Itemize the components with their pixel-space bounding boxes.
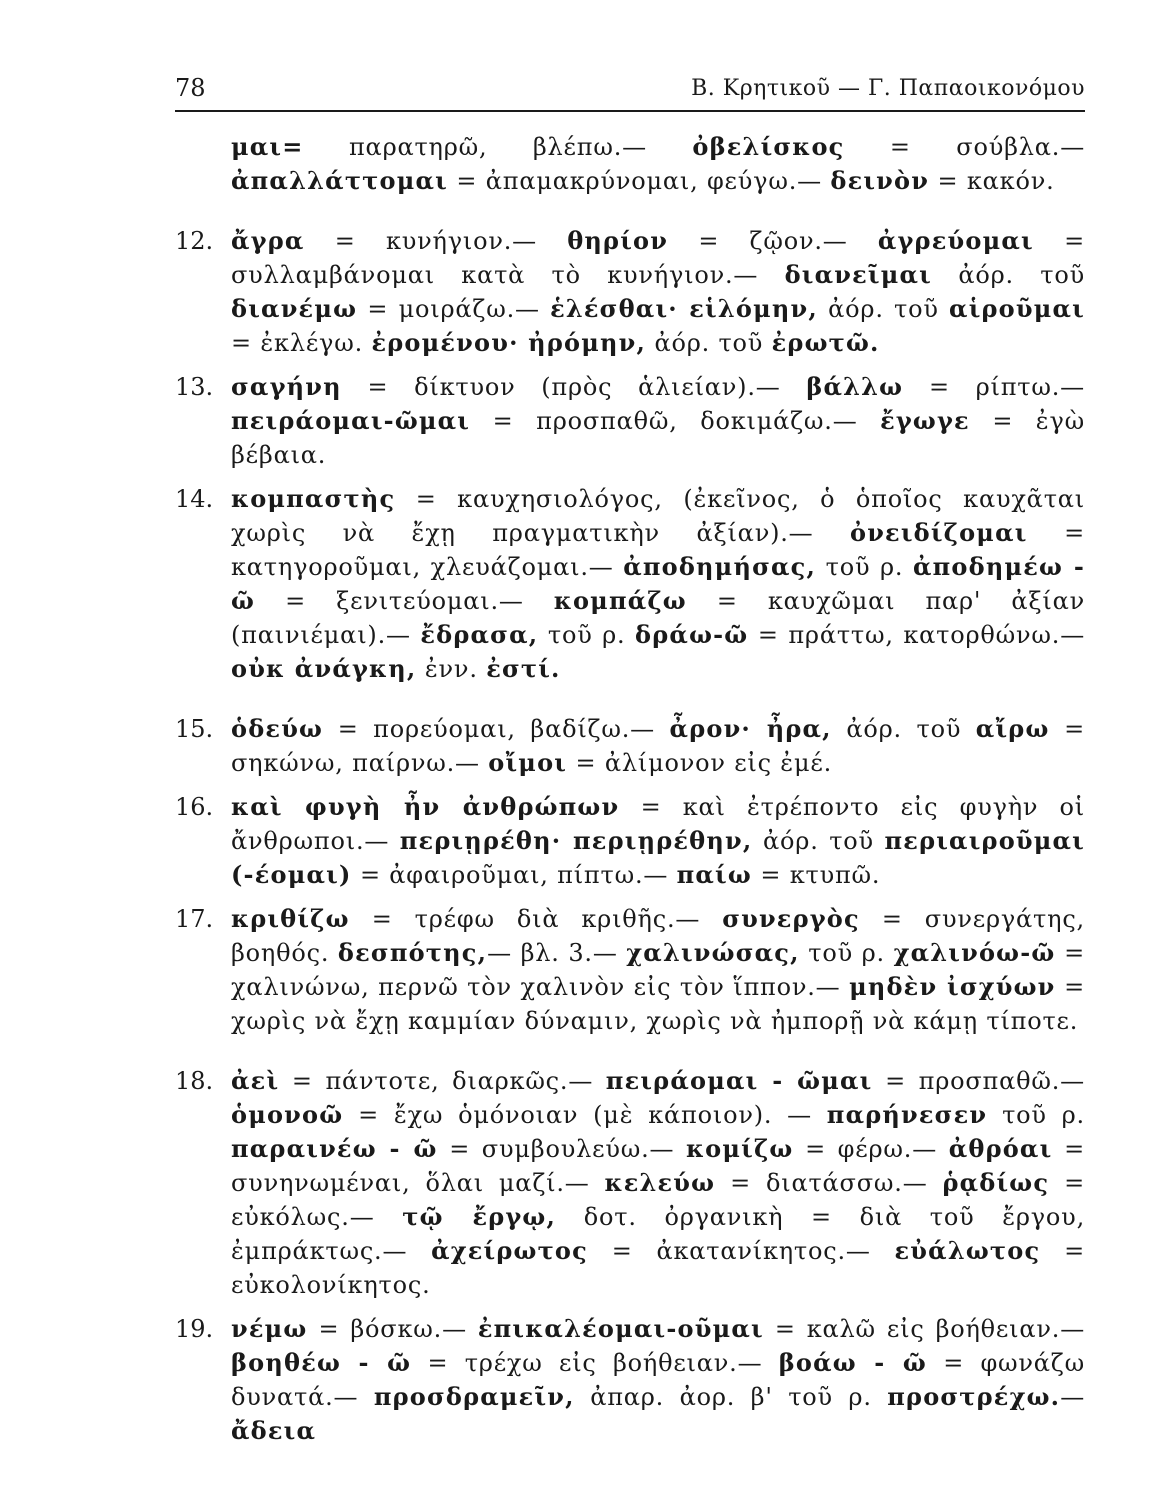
headword: κριθίζω [231, 904, 350, 933]
definition-text: τοῦ ρ. [799, 939, 894, 967]
glossary-entry [175, 712, 1085, 780]
running-title: Β. Κρητικοῦ — Γ. Παπαοικονόμου [691, 76, 1085, 101]
glossary-entry [175, 130, 1085, 198]
definition-text: = καλῶ εἰς βοήθειαν.— [763, 1315, 1086, 1343]
entry-text [231, 905, 1085, 1035]
headword: ἀγρεύομαι [877, 226, 1034, 255]
definition-text: = ρίπτω.— [903, 373, 1085, 401]
definition-text: = κατηγοροῦμαι, χλευάζομαι.— [231, 519, 1085, 581]
headword: ὁμονοῶ [231, 1100, 344, 1129]
entry-number: 12. [175, 227, 214, 255]
definition-text: ἀόρ. τοῦ [831, 715, 976, 743]
headword: συνεργὸς [722, 904, 860, 933]
headword: πειράομαι-ῶμαι [231, 406, 471, 435]
definition-text: = ζῷον.— [668, 227, 878, 255]
headword: ἔδρασα, [420, 620, 539, 649]
definition-text: ἐνν. [416, 655, 487, 683]
definition-text: τοῦ ρ. [538, 621, 636, 649]
headword: εὐάλωτος [894, 1236, 1041, 1265]
entry-text [231, 793, 1085, 889]
definition-text: = σηκώνω, παίρνω.— [231, 715, 1085, 777]
definition-text: ἀόρ. τοῦ [646, 329, 772, 357]
headword: βοηθέω - ῶ [231, 1348, 412, 1377]
headword: νέμω [231, 1314, 308, 1343]
definition-text: — βλ. 3.— [487, 939, 627, 967]
entry-number: 19. [175, 1315, 214, 1343]
definition-text: ἀόρ. τοῦ [931, 261, 1085, 289]
headword: παρήνεσεν [826, 1100, 988, 1129]
headword: ἀεὶ [231, 1066, 280, 1095]
definition-text: = φέρω.— [793, 1135, 949, 1163]
headword: κελεύω [604, 1168, 716, 1197]
entry-number: 18. [175, 1067, 214, 1095]
entry-number: 16. [175, 793, 214, 821]
definition-text: = καυχῶμαι παρ' ἀξίαν (παινιέμαι).— [231, 587, 1086, 649]
definition-text: = προσπαθῶ.— [872, 1067, 1085, 1095]
definition-text: = ξενιτεύομαι.— [255, 587, 554, 615]
definition-text: = ἔχω ὁμόνοιαν (μὲ κάποιον). — [343, 1101, 827, 1129]
entry-text [231, 373, 1085, 469]
definition-text: = μοιράζω.— [357, 295, 551, 323]
headword: παίω [676, 860, 752, 889]
entry-number: 15. [175, 715, 214, 743]
headword: περιῃρέθη· περιῃρέθην, [399, 826, 753, 855]
headword: διανέμω [231, 294, 358, 323]
headword: σαγήνη [231, 372, 342, 401]
headword: ὀβελίσκος [692, 132, 845, 161]
headword: ἑλέσθαι· εἱλόμην, [550, 294, 818, 323]
headword: δράω-ῶ [635, 620, 749, 649]
headword: περιαιροῦμαι (-έομαι) [231, 826, 1085, 889]
glossary-entry [175, 370, 1085, 472]
definition-text: = καυχησιολόγος, (ἐκεῖνος, ὁ ὁποῖος καυχᾶται χωρὶς νὰ ἔχῃ πραγματικὴν ἀξίαν).— [231, 485, 1085, 547]
headword: ἐπικαλέομαι-οῦμαι [477, 1314, 764, 1343]
entry-text [231, 133, 1085, 195]
headword: δεσπότης, [337, 938, 488, 967]
definition-text: = εὐκολονίκητος. [231, 1237, 1085, 1299]
definition-text: = συνηνωμέναι, ὅλαι μαζί.— [231, 1135, 1085, 1197]
headword: βοάω - ῶ [778, 1348, 927, 1377]
definition-text: = κτυπῶ. [751, 861, 881, 889]
headword: ὀνειδίζομαι [850, 518, 1028, 547]
headword: καὶ φυγὴ ἦν ἀνθρώπων [231, 792, 620, 821]
headword: κομπαστὴς [231, 484, 396, 513]
headword: ἀθρόαι [948, 1134, 1053, 1163]
definition-text: = ἀκατανίκητος.— [587, 1237, 895, 1265]
definition-text: = σούβλα.— [844, 133, 1086, 161]
headword: κομίζω [685, 1134, 794, 1163]
headword: ἆρον· ἦρα, [669, 714, 832, 743]
entry-text [231, 227, 1085, 357]
definition-text: = διατάσσω.— [715, 1169, 943, 1197]
headword: χαλινώσας, [626, 938, 800, 967]
page-header [175, 70, 1085, 112]
definition-text: = κακόν. [929, 167, 1055, 195]
headword: ῥᾳδίως [942, 1168, 1050, 1197]
definition-text: = χωρὶς νὰ ἔχῃ καμμίαν δύναμιν, χωρὶς νὰ ἠμπορῇ νὰ κάμῃ τίποτε. [231, 973, 1085, 1035]
page-number: 78 [175, 74, 206, 102]
entry-number: 17. [175, 905, 214, 933]
definition-text: τοῦ ρ. [987, 1101, 1085, 1129]
definition-text: = ἀλίμονον εἰς ἐμέ. [567, 749, 833, 777]
headword: ὁδεύω [231, 714, 324, 743]
definition-text: = πάντοτε, διαρκῶς.— [279, 1067, 606, 1095]
definition-text: ἀόρ. τοῦ [817, 295, 950, 323]
headword: κομπάζω [553, 586, 687, 615]
glossary-entry [175, 790, 1085, 892]
definition-text: ἀόρ. τοῦ [752, 827, 885, 855]
headword: ἀχείρωτος [431, 1236, 588, 1265]
definition-text: = τρέχω εἰς βοήθειαν.— [411, 1349, 779, 1377]
headword: προστρέχω. [887, 1382, 1061, 1411]
definition-text: = προσπαθῶ, δοκιμάζω.— [470, 407, 881, 435]
definition-text: = κυνήγιον.— [304, 227, 568, 255]
definition-text: = τρέφω διὰ κριθῆς.— [349, 905, 723, 933]
headword: οἴμοι [488, 748, 568, 777]
entry-number: 14. [175, 485, 214, 513]
headword: διανεῖμαι [784, 260, 932, 289]
headword: χαλινόω-ῶ [893, 938, 1056, 967]
headword: ἐστί. [486, 654, 561, 683]
headword: προσδραμεῖν, [373, 1382, 575, 1411]
headword: παραινέω - ῶ [231, 1134, 438, 1163]
definition-text: = ἐγὼ βέβαια. [231, 407, 1085, 469]
headword: μηδὲν ἰσχύων [849, 972, 1056, 1001]
headword: βάλλω [806, 372, 904, 401]
definition-text: τοῦ ρ. [816, 553, 913, 581]
definition-text: — [1060, 1383, 1085, 1411]
glossary-body [175, 130, 1085, 1458]
definition-text: = συμβουλεύω.— [437, 1135, 686, 1163]
entry-text [231, 1067, 1085, 1299]
definition-text: παρατηρῶ, βλέπω.— [303, 133, 693, 161]
definition-text: = συνεργάτης, βοηθός. [231, 905, 1085, 967]
headword: αἱροῦμαι [949, 294, 1085, 323]
glossary-entry [175, 224, 1085, 360]
headword: ἐρομένου· ἠρόμην, [371, 328, 647, 357]
headword: ἀποδημήσας, [623, 552, 817, 581]
headword: θηρίον [567, 226, 669, 255]
definition-text: = ἐκλέγω. [231, 329, 372, 357]
headword: μαι= [231, 132, 304, 161]
definition-text: = βόσκω.— [307, 1315, 478, 1343]
definition-text: = ἀφαιροῦμαι, πίπτω.— [351, 861, 677, 889]
definition-text: = χαλινώνω, περνῶ τὸν χαλινὸν εἰς τὸν ἵππον.— [231, 939, 1086, 1001]
headword: οὐκ ἀνάγκη, [231, 654, 417, 683]
definition-text: = πράττω, κατορθώνω.— [748, 621, 1086, 649]
headword: αἴρω [975, 714, 1050, 743]
headword: πειράομαι - ῶμαι [605, 1066, 873, 1095]
headword: ἀπαλλάττομαι [231, 166, 448, 195]
headword: ἄγρα [231, 226, 305, 255]
headword: ἄδεια [231, 1416, 317, 1445]
definition-text: = πορεύομαι, βαδίζω.— [323, 715, 670, 743]
definition-text: = δίκτυον (πρὸς ἁλιείαν).— [341, 373, 807, 401]
glossary-entry [175, 1312, 1085, 1448]
definition-text: δοτ. ὀργανικὴ = διὰ τοῦ ἔργου, ἐμπράκτως.— [231, 1203, 1085, 1265]
definition-text: ἀπαρ. ἀορ. β' τοῦ ρ. [574, 1383, 888, 1411]
headword: δεινὸν [830, 166, 930, 195]
definition-text: = καὶ ἐτρέποντο εἰς φυγὴν οἱ ἄνθρωποι.— [231, 793, 1085, 855]
entry-number: 13. [175, 373, 214, 401]
entry-text [231, 485, 1085, 683]
headword: ἐρωτῶ. [771, 328, 880, 357]
definition-text: = φωνάζω δυνατά.— [231, 1349, 1085, 1411]
headword: ἀποδημέω - ῶ [231, 552, 1086, 615]
glossary-entry [175, 1064, 1085, 1302]
definition-text: = εὐκόλως.— [231, 1169, 1085, 1231]
glossary-entry [175, 902, 1085, 1038]
definition-text: = συλλαμβάνομαι κατὰ τὸ κυνήγιον.— [231, 227, 1085, 289]
glossary-entry [175, 482, 1085, 686]
entry-text [231, 715, 1085, 777]
definition-text: = ἀπαμακρύνομαι, φεύγω.— [447, 167, 831, 195]
headword: ἔγωγε [880, 406, 970, 435]
headword: τῷ ἔργῳ, [402, 1202, 557, 1231]
entry-text [231, 1315, 1085, 1445]
